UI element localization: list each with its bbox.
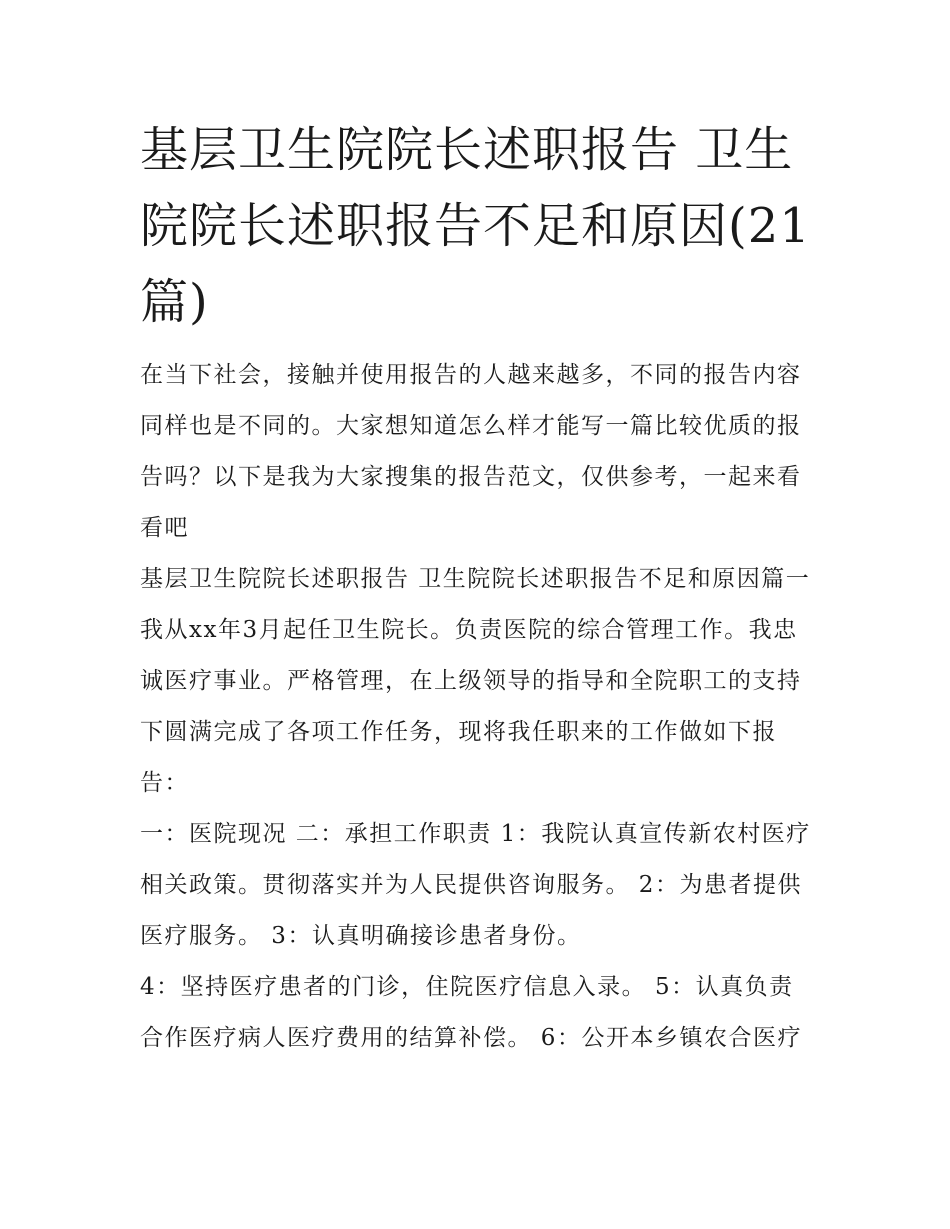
document-body bbox=[140, 112, 815, 1064]
intro-paragraph: 在当下社会，接触并使用报告的人越来越多，不同的报告内容同样也是不同的。大家想知道怎么样才能写一篇比较优质的报告吗？以下是我为大家搜集的报告范文，仅供参考，一起来看看吧 bbox=[140, 362, 802, 541]
document-title: 基层卫生院院长述职报告 卫生院院长述职报告不足和原因(21篇) bbox=[140, 122, 811, 330]
body-paragraph: 4：坚持医疗患者的门诊，住院医疗信息入录。 5：认真负责合作医疗病人医疗费用的结算补偿。 6：公开本乡镇农合医疗 bbox=[140, 974, 802, 1051]
body-paragraph: 一：医院现况 二：承担工作职责 1：我院认真宣传新农村医疗相关政策。贯彻落实并为人民提供咨询服务。 2：为患者提供医疗服务。 3：认真明确接诊患者身份。 bbox=[140, 821, 811, 949]
body-paragraph: 我从xx年3月起任卫生院长。负责医院的综合管理工作。我忠诚医疗事业。严格管理，在上级领导的指导和全院职工的支持下圆满完成了各项工作任务，现将我任职来的工作做如下报告： bbox=[140, 617, 802, 796]
section-heading: 基层卫生院院长述职报告 卫生院院长述职报告不足和原因篇一 bbox=[140, 566, 811, 592]
